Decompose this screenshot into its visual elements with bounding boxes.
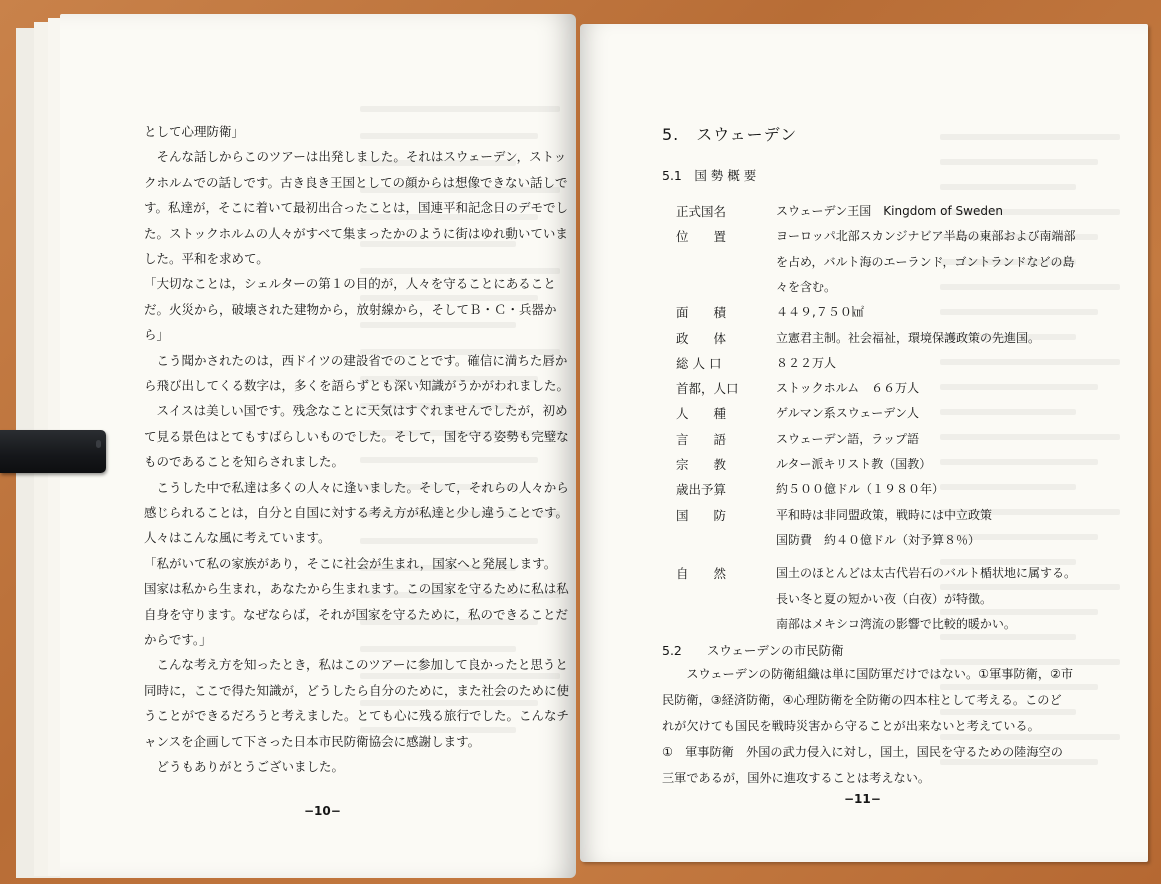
text-line: だ。火災から，破壊された建物から，放射線から，そしてＢ・Ｃ・兵器か (144, 301, 557, 317)
text-line: こんな考え方を知ったとき，私はこのツアーに参加して良かったと思うと (144, 657, 568, 673)
fact-value: スウェーデン語，ラップ語 (776, 431, 920, 446)
show-through-mark (360, 106, 560, 112)
fact-label: 総 人 口 (676, 355, 722, 371)
fact-value: 国土のほとんどは太古代岩石のバルト楯状地に属する。 (776, 566, 1077, 581)
text-line: 「私がいて私の家族があり，そこに社会が生まれ，国家へと発展します。 (144, 555, 557, 571)
chapter-heading: 5. スウェーデン (662, 125, 798, 144)
show-through-mark (360, 673, 560, 679)
show-through-mark (940, 134, 1120, 140)
fact-value: ルター派キリスト教（国教） (776, 457, 932, 471)
show-through-mark (360, 241, 516, 247)
left-page (60, 14, 576, 878)
fact-label: 位 置 (676, 229, 727, 245)
text-line: ら飛び出してくる数字は，多くを語らずとも深い知識がうかがわれました。 (144, 378, 570, 393)
fact-label: 人 種 (676, 406, 727, 422)
fact-label: 国 防 (676, 507, 727, 523)
text-line: す。私達が，そこに着いて最初出合ったことは，国連平和記念日のデモでし (144, 200, 569, 216)
fact-label: 歳出予算 (676, 482, 727, 498)
fact-value: 立憲君主制。社会福祉，環境保護政策の先進国。 (776, 330, 1041, 345)
clip-notch (96, 440, 101, 448)
fact-label: 面 積 (676, 305, 727, 321)
fact-value: 国防費 約４０億ドル（対予算８％） (776, 532, 981, 547)
fact-value: 約５００億ドル（１９８０年） (776, 482, 945, 497)
show-through-mark (360, 322, 516, 328)
text-line: 「大切なことは，シェルターの第１の目的が，人々を守ることにあること (144, 276, 556, 292)
fact-label: 政 体 (676, 330, 727, 346)
text-line: 人々はこんな風に考えています。 (144, 530, 331, 546)
fact-value: 南部はメキシコ湾流の影響で比較的暖かい。 (776, 616, 1016, 631)
left-page-number: −10− (304, 804, 341, 818)
text-line: クホルムでの話しです。古き良き王国としての顔からは想像できない話しで (144, 174, 568, 190)
show-through-mark (940, 384, 1098, 390)
text-line: ものであることを知らされました。 (144, 454, 345, 470)
fact-label: 言 語 (676, 431, 727, 447)
fact-label: 自 然 (676, 566, 727, 582)
text-line: こう聞かされたのは，西ドイツの建設省でのことです。確信に満ちた唇か (144, 352, 568, 368)
show-through-mark (940, 284, 1120, 290)
show-through-mark (940, 634, 1076, 640)
fact-value: 長い冬と夏の短かい夜（白夜）が特徴。 (776, 591, 993, 606)
text-line: スウェーデンの防衛組織は単に国防軍だけではない。①軍事防衛，②市 (662, 667, 1074, 681)
fact-value: 平和時は非同盟政策，戦時には中立政策 (776, 507, 993, 522)
fact-label: 正式国名 (676, 204, 727, 219)
text-line: 国家は私から生まれ，あなたから生まれます。この国家を守るために私は私 (144, 581, 569, 597)
text-line: からです。」 (144, 632, 212, 647)
text-line: 自身を守ります。なぜならば，それが国家を守るために，私のできることだ (144, 606, 569, 622)
section-title: 5.1 国 勢 概 要 (662, 168, 757, 183)
show-through-mark (940, 709, 1076, 715)
text-line: 同時に，ここで得た知識が，どうしたら自分のために，また社会のために使 (144, 682, 570, 698)
show-through-mark (360, 700, 538, 706)
fact-value: ８２２万人 (776, 355, 837, 370)
text-line: て見る景色はとてもすばらしいものでした。そして，国を守る姿勢も完璧な (144, 428, 569, 444)
text-line: ら」 (144, 327, 170, 343)
text-line: こうした中で私達は多くの人々に逢いました。そして，それらの人々から (144, 479, 569, 495)
show-through-mark (940, 484, 1076, 490)
text-line: れが欠けても国民を戦時災害から守ることが出来ないと考えている。 (662, 719, 1040, 733)
show-through-mark (940, 359, 1120, 365)
text-line: として心理防衛」 (144, 124, 245, 139)
right-page (580, 24, 1148, 862)
show-through-mark (940, 734, 1120, 740)
text-line: 感じられることは，自分と自国に対する考え方が私達と少し違うことです。 (144, 505, 569, 520)
text-line: した。平和を求めて。 (144, 251, 269, 266)
right-page-number: −11− (844, 792, 881, 806)
fact-value: ヨーロッパ北部スカンジナビア半島の東部および南端部 (776, 229, 1076, 244)
show-through-mark (940, 309, 1098, 315)
fact-value: 々を含む。 (776, 279, 837, 294)
section-title: 5.2 スウェーデンの市民防衛 (662, 643, 844, 658)
text-line: た。ストックホルムの人々がすべて集まったかのように街はゆれ動いていま (144, 225, 568, 241)
show-through-mark (940, 459, 1098, 465)
fact-value: ストックホルム ６６万人 (776, 381, 920, 396)
binder-clip (0, 430, 106, 473)
text-line: 三軍であるが，国外に進攻することは考えない。 (662, 771, 931, 785)
fact-value: を占め，バルト海のエーランド，ゴントランドなどの島 (776, 254, 1075, 269)
fact-label: 宗 教 (676, 457, 727, 472)
show-through-mark (360, 538, 538, 544)
fact-value: ゲルマン系スウェーデン人 (776, 406, 920, 421)
show-through-mark (360, 457, 538, 463)
show-through-mark (940, 434, 1120, 440)
text-line: そんな話しからこのツアーは出発しました。それはスウェーデン，ストッ (144, 149, 567, 165)
show-through-mark (360, 268, 560, 274)
fact-value: スウェーデン王国 Kingdom of Sweden (776, 204, 1003, 218)
text-line: 民防衛，③経済防衛，④心理防衛を全防衛の四本柱として考える。このど (662, 693, 1062, 707)
fact-value: ４４９,７５０㎢ (776, 305, 864, 320)
text-line: ャンスを企画して下さった日本市民防衛協会に感謝します。 (144, 733, 481, 749)
show-through-mark (360, 646, 516, 652)
text-line: スイスは美しい国です。残念なことに天気はすぐれませんでしたが，初め (144, 403, 568, 419)
show-through-mark (940, 684, 1098, 690)
text-line: うことができるだろうと考えました。とても心に残る旅行でした。こんなチ (144, 708, 570, 724)
show-through-mark (940, 409, 1076, 415)
text-line: ① 軍事防衛 外国の武力侵入に対し，国土，国民を守るための陸海空の (662, 745, 1063, 759)
show-through-mark (360, 133, 538, 139)
text-line: どうもありがとうございました。 (144, 759, 345, 774)
fact-label: 首都，人口 (676, 381, 739, 397)
show-through-mark (940, 184, 1076, 190)
show-through-mark (940, 159, 1098, 165)
